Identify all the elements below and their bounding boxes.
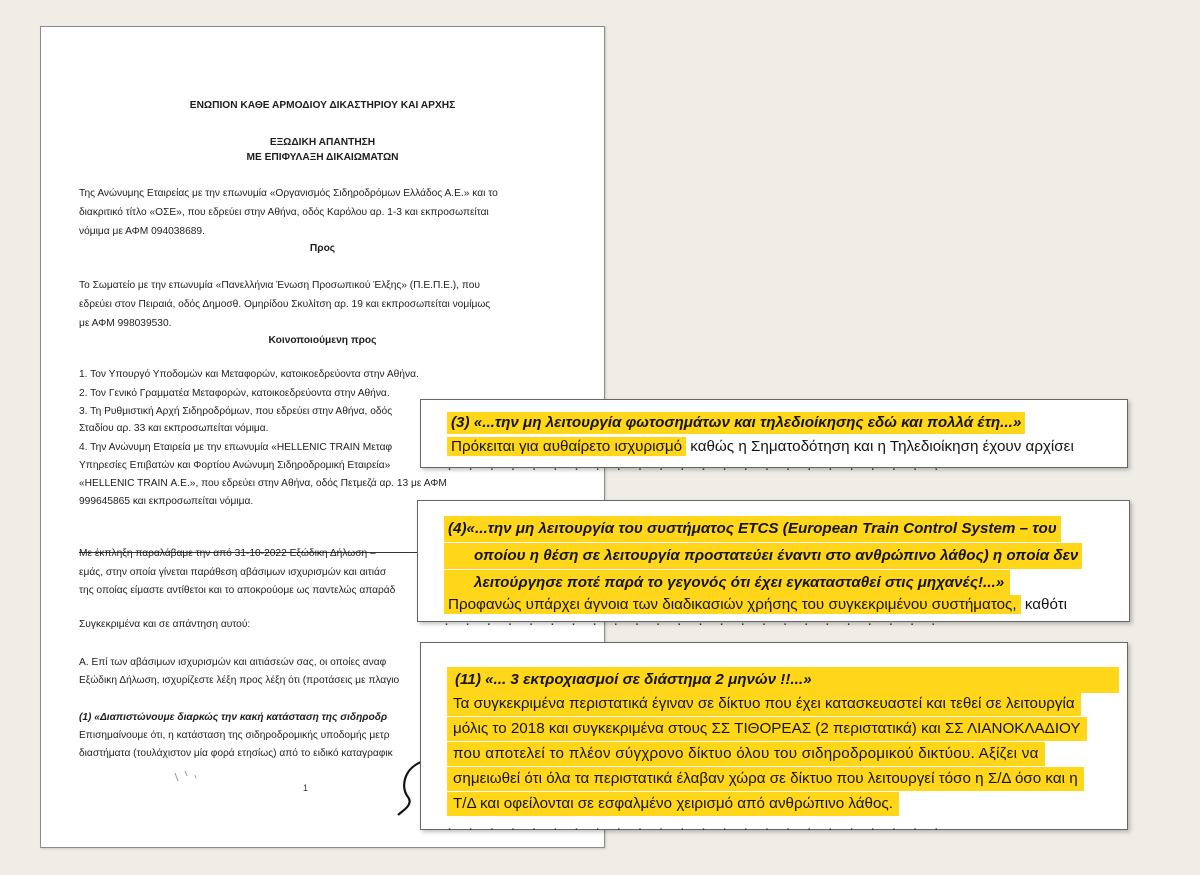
sender-line: Της Ανώνυμης Εταιρείας με την επωνυμία «Οργανισμός Σιδηροδρόμων Ελλάδος Α.Ε.» και το	[79, 188, 498, 199]
excerpt-text-highlighted: Προφανώς υπάρχει άγνοια των διαδικασιών χρήσης του συγκεκριμένου συστήματος,	[444, 595, 1021, 614]
cc-line: Σταδίου αρ. 33 και εκπροσωπείται νόμιμα.	[79, 423, 269, 434]
excerpt-quote: (3) «...την μη λειτουργία φωτοσημάτων και τηλεδιοίκησης εδώ και πολλά έτη...»	[447, 412, 1025, 434]
clipped-text-remnant: · · · · · · · · · · · · · · · · · · · · · · · ·	[444, 615, 942, 632]
excerpt-text-highlighted: Πρόκειται για αυθαίρετο ισχυρισμό	[447, 437, 686, 456]
excerpt-text-line: Τα συγκεκριμένα περιστατικά έγιναν σε δίκτυο που έχει κατασκευαστεί και τεθεί σε λειτουργία	[447, 692, 1081, 716]
title-line-2: ΜΕ ΕΠΙΦΥΛΑΞΗ ΔΙΚΑΙΩΜΑΤΩΝ	[246, 152, 399, 163]
excerpt-text-rest: καθώς η Σηματοδότηση και η Τηλεδιοίκηση έχουν αρχίσει	[686, 438, 1074, 455]
excerpt-box-11	[420, 642, 1128, 837]
body-line: διαστήματα (τουλάχιστον μία φορά ετησίως) από το ειδικό καταγραφικ	[79, 748, 393, 759]
excerpt-quote-line: λειτούργησε ποτέ παρά το γεγονός ότι έχει εγκατασταθεί στις μηχανές!...»	[444, 570, 1010, 596]
cc-line: 4. Την Ανώνυμη Εταιρεία με την επωνυμία «HELLENIC TRAIN Μεταφ	[79, 442, 393, 453]
excerpt-quote-line: οποίου η θέση σε λειτουργία προστατεύει έναντι στο ανθρώπινο λάθος) η οποία δεν	[444, 543, 1082, 569]
page-number: 1	[303, 783, 309, 793]
cc-line: 3. Τη Ρυθμιστική Αρχή Σιδηροδρόμων, που εδρεύει στην Αθήνα, οδός	[79, 406, 393, 417]
sender-line: νόμιμα με ΑΦΜ 094038689.	[79, 226, 205, 237]
recipient-line: με ΑΦΜ 998039530.	[79, 318, 172, 329]
body-line: (1) «Διαπιστώνουμε διαρκώς την κακή κατάσταση της σιδηροδρ	[79, 712, 388, 723]
body-line: της οποίας είμαστε αντίθετοι και το αποκρούομε ως παντελώς απαράδ	[79, 585, 396, 596]
excerpt-text-line: σημειωθεί ότι όλα τα περιστατικά έλαβαν χώρα σε δίκτυο που λειτουργεί τόσο η Σ/Δ όσο και η	[447, 767, 1084, 791]
cc-line: 999645865 και εκπροσωπείται νόμιμα.	[79, 496, 254, 507]
excerpt-text	[447, 437, 1074, 457]
body-line: Συγκεκριμένα και σε απάντηση αυτού:	[79, 619, 251, 630]
body-line: εμάς, στην οποία γίνεται παράθεση αβάσιμων ισχυρισμών και αιτιάσ	[79, 567, 387, 578]
cc-line: 2. Τον Γενικό Γραμματέα Μεταφορών, κατοικοεδρεύοντα στην Αθήνα.	[79, 388, 390, 399]
body-line: Εξώδικη Δήλωση, ισχυρίζεστε λέξη προς λέξη ότι (προτάσεις με πλαγιο	[79, 675, 400, 686]
excerpt-text-line: μόλις το 2018 και συγκεκριμένα στους ΣΣ ΤΙΘΟΡΕΑΣ (2 περιστατικά) και ΣΣ ΛΙΑΝΟΚΛΑΔΙΟΥ	[447, 717, 1087, 741]
excerpt-text	[444, 595, 1067, 615]
stray-marks-icon	[171, 767, 211, 787]
cc-line: Υπηρεσίες Επιβατών και Φορτίου Ανώνυμη Σιδηροδρομική Εταιρεία»	[79, 460, 391, 471]
excerpt-text-line: Τ/Δ και οφείλονται σε εσφαλμένο χειρισμό από ανθρώπινο λάθος.	[447, 792, 899, 816]
excerpt-text-rest: καθότι	[1020, 596, 1068, 613]
recipient-line: Το Σωματείο με την επωνυμία «Πανελλήνια Ένωση Προσωπικού Έλξης» (Π.Ε.Π.Ε.), που	[79, 280, 480, 291]
cc-heading: Κοινοποιούμενη προς	[268, 335, 377, 346]
recipient-line: εδρεύει στον Πειραιά, οδός Δημοσθ. Ομηρίδου Σκυλίτση αρ. 19 και εκπροσωπείται νομίμως	[79, 299, 491, 310]
body-line: Με έκπληξη παραλάβαμε την από 31-10-2022 Εξώδικη Δήλωση –	[79, 548, 376, 559]
excerpt-quote-line: (4)«...την μη λειτουργία του συστήματος ETCS (European Train Control System – του	[444, 516, 1061, 542]
excerpt-box-3	[420, 399, 1128, 477]
excerpt-box-4	[417, 500, 1130, 632]
sender-line: διακριτικό τίτλο «ΟΣΕ», που εδρεύει στην Αθήνα, οδός Καρόλου αρ. 1-3 και εκπροσωπείται	[79, 207, 489, 218]
cc-line: «HELLENIC TRAIN Α.Ε.», που εδρεύει στην Αθήνα, οδός Πετμεζά αρ. 13 με ΑΦΜ	[79, 478, 447, 489]
excerpt-quote: (11) «... 3 εκτροχιασμοί σε διάστημα 2 μηνών !!...»	[447, 667, 1119, 693]
to-heading: Προς	[309, 243, 336, 254]
title-line-1: ΕΞΩΔΙΚΗ ΑΠΑΝΤΗΣΗ	[269, 137, 376, 148]
excerpt-text-line: που αποτελεί το πλέον σύγχρονο δίκτυο όλου του σιδηροδρομικού δικτύου. Αξίζει να	[447, 742, 1045, 766]
body-line: Α. Επί των αβάσιμων ισχυρισμών και αιτιάσεών σας, οι οποίες αναφ	[79, 657, 387, 668]
court-heading: ΕΝΩΠΙΟΝ ΚΑΘΕ ΑΡΜΟΔΙΟΥ ΔΙΚΑΣΤΗΡΙΟΥ ΚΑΙ ΑΡΧΗΣ	[189, 100, 456, 111]
body-line: Επισημαίνουμε ότι, η κατάσταση της σιδηροδρομικής υποδομής μετρ	[79, 730, 390, 741]
cc-line: 1. Τον Υπουργό Υποδομών και Μεταφορών, κατοικοεδρεύοντα στην Αθήνα.	[79, 369, 419, 380]
clipped-text-remnant: · · · · · · · · · · · · · · · · · · · · · · · ·	[447, 820, 945, 837]
clipped-text-remnant: · · · · · · · · · · · · · · · · · · · · · · · ·	[447, 460, 945, 477]
